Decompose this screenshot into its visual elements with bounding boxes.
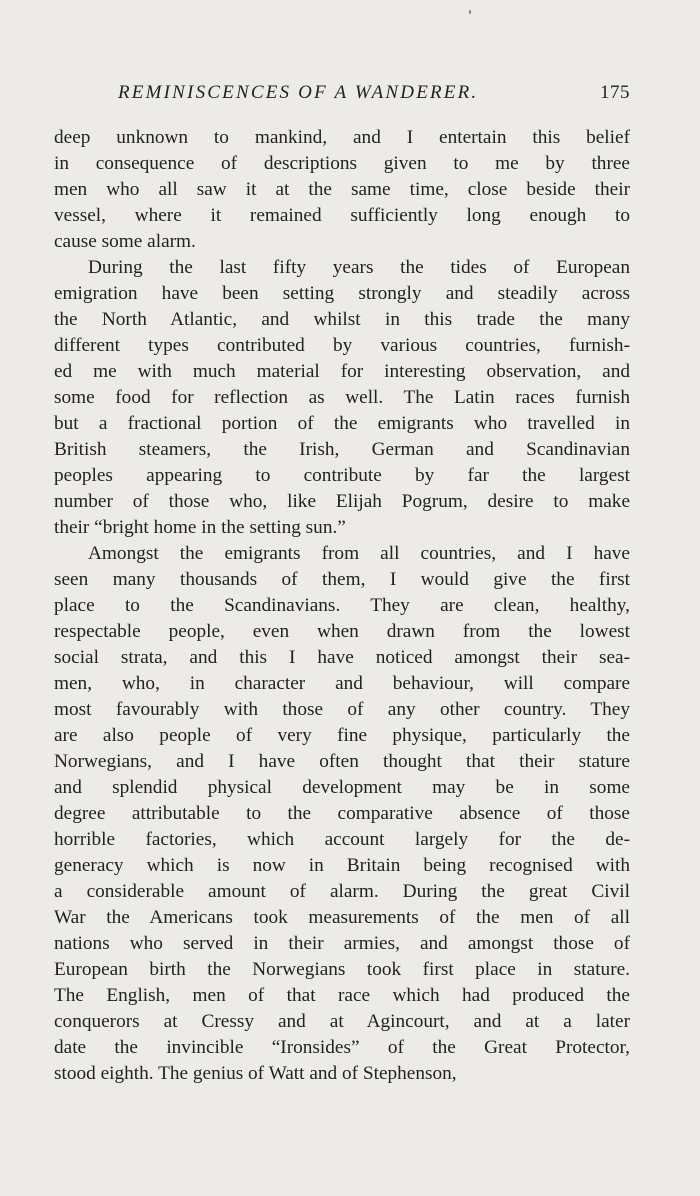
page-number: 175 <box>600 82 630 103</box>
text-line: cause some alarm. <box>54 231 196 252</box>
text-line: peoples appearing to contribute by far the largest <box>54 465 630 486</box>
text-line: and splendid physical development may be in some <box>54 777 630 798</box>
text-line: emigration have been setting strongly and steadily across <box>54 283 630 304</box>
text-line: War the Americans took measurements of the men of all <box>54 907 630 928</box>
text-line: deep unknown to mankind, and I entertain this belief <box>54 127 630 148</box>
text-line: Norwegians, and I have often thought that their stature <box>54 751 630 772</box>
text-line: British steamers, the Irish, German and Scandinavian <box>54 439 630 460</box>
text-line: Amongst the emigrants from all countries, and I have <box>88 543 630 564</box>
text-line: generacy which is now in Britain being recognised with <box>54 855 630 876</box>
text-line: degree attributable to the comparative absence of those <box>54 803 630 824</box>
print-speck <box>469 10 471 14</box>
text-line: nations who served in their armies, and amongst those of <box>54 933 630 954</box>
text-line: vessel, where it remained sufficiently long enough to <box>54 205 630 226</box>
text-line: ed me with much material for interesting observation, and <box>54 361 630 382</box>
text-line: horrible factories, which account largely for the de- <box>54 829 630 850</box>
text-line: a considerable amount of alarm. During the great Civil <box>54 881 630 902</box>
text-line: number of those who, like Elijah Pogrum, desire to make <box>54 491 630 512</box>
text-line: place to the Scandinavians. They are clean, healthy, <box>54 595 630 616</box>
text-line: men who all saw it at the same time, close beside their <box>54 179 630 200</box>
paragraph <box>54 125 630 255</box>
text-line: stood eighth. The genius of Watt and of Stephenson, <box>54 1063 457 1084</box>
text-line: The English, men of that race which had produced the <box>54 985 630 1006</box>
body-text <box>54 125 630 1087</box>
text-line: their “bright home in the setting sun.” <box>54 517 346 538</box>
page-header <box>118 82 630 108</box>
text-line: in consequence of descriptions given to me by three <box>54 153 630 174</box>
text-line: men, who, in character and behaviour, will compare <box>54 673 630 694</box>
text-line: respectable people, even when drawn from the lowest <box>54 621 630 642</box>
text-line: conquerors at Cressy and at Agincourt, and at a later <box>54 1011 630 1032</box>
running-title: REMINISCENCES OF A WANDERER. <box>118 82 479 103</box>
paragraph <box>54 541 630 1087</box>
text-line: During the last fifty years the tides of European <box>88 257 630 278</box>
text-line: some food for reflection as well. The Latin races furnish <box>54 387 630 408</box>
text-line: European birth the Norwegians took first place in stature. <box>54 959 630 980</box>
text-line: date the invincible “Ironsides” of the Great Protector, <box>54 1037 630 1058</box>
text-line: most favourably with those of any other country. They <box>54 699 630 720</box>
text-line: are also people of very fine physique, particularly the <box>54 725 630 746</box>
text-line: different types contributed by various countries, furnish- <box>54 335 630 356</box>
text-line: social strata, and this I have noticed amongst their sea- <box>54 647 630 668</box>
paragraph <box>54 255 630 541</box>
text-line: but a fractional portion of the emigrants who travelled in <box>54 413 630 434</box>
text-line: seen many thousands of them, I would give the first <box>54 569 630 590</box>
text-line: the North Atlantic, and whilst in this trade the many <box>54 309 630 330</box>
